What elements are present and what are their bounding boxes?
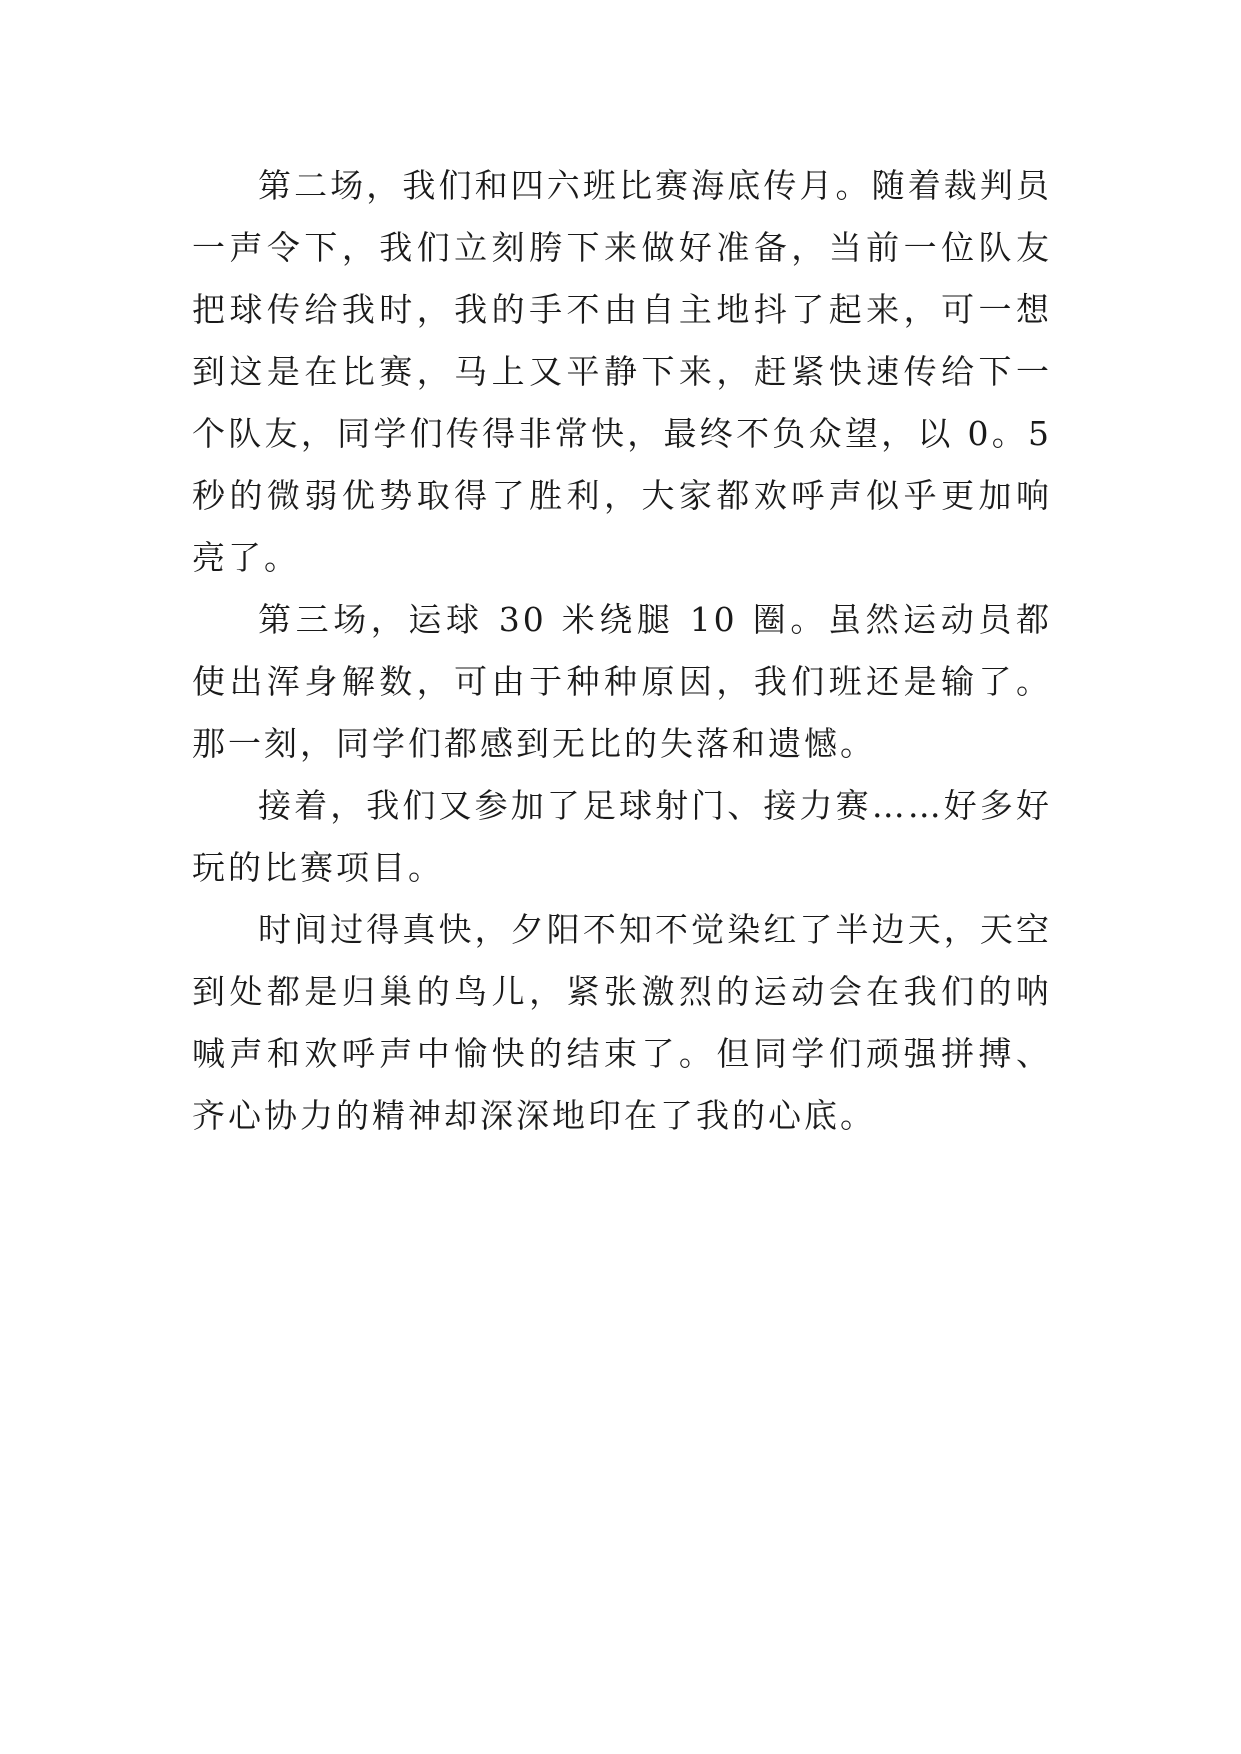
document-body [192, 155, 1052, 1147]
paragraph-conclusion: 时间过得真快，夕阳不知不觉染红了半边天，天空到处都是归巢的鸟儿，紧张激烈的运动会在我们的呐喊声和欢呼声中愉快的结束了。但同学们顽强拼搏、齐心协力的精神却深深地印在了我的心底。 [192, 910, 1052, 1135]
paragraph-second-match: 第二场，我们和四六班比赛海底传月。随着裁判员一声令下，我们立刻胯下来做好准备，当前一位队友把球传给我时，我的手不由自主地抖了起来，可一想到这是在比赛，马上又平静下来，赶紧快速传给下一个队友，同学们传得非常快，最终不负众望，以 0。5 秒的微弱优势取得了胜利，大家都欢呼声似乎更加响亮了。 [192, 166, 1052, 577]
paragraph-other-events: 接着，我们又参加了足球射门、接力赛……好多好玩的比赛项目。 [192, 786, 1052, 887]
paragraph-third-match: 第三场，运球 30 米绕腿 10 圈。虽然运动员都使出浑身解数，可由于种种原因，我们班还是输了。那一刻，同学们都感到无比的失落和遗憾。 [192, 600, 1052, 763]
